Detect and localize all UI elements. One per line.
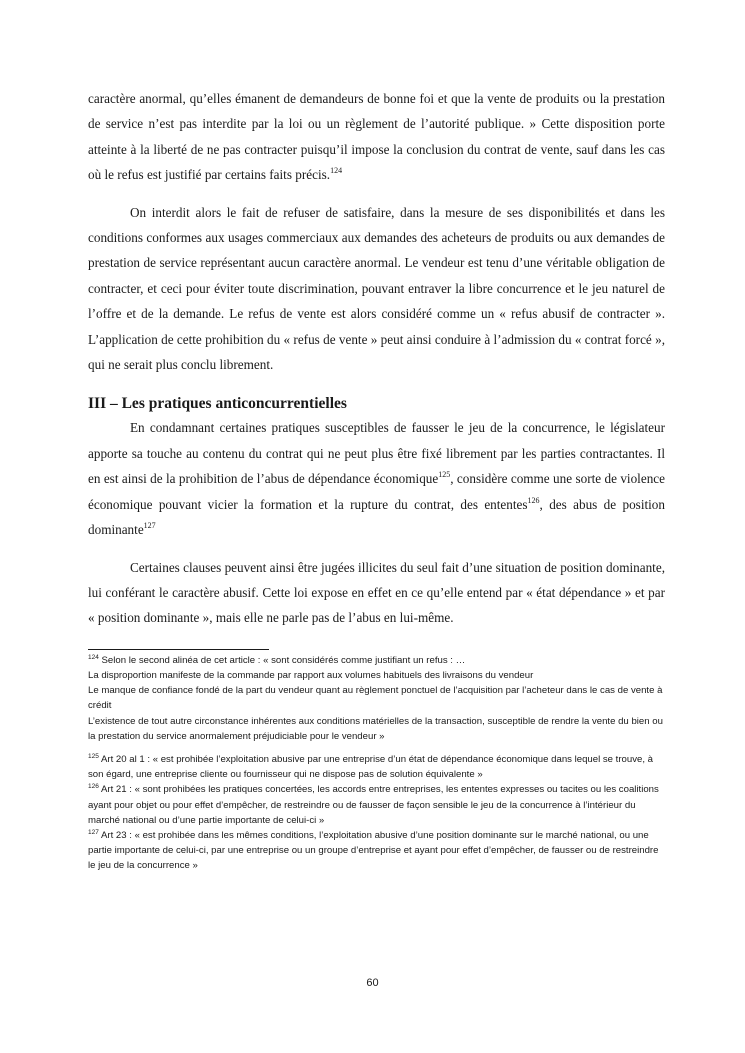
page-content — [88, 86, 665, 874]
page-number: 60 — [366, 977, 379, 989]
footnote-ref-124[interactable]: 124 — [330, 166, 343, 176]
section-heading: III – Les pratiques anticoncurrentielles — [88, 395, 347, 413]
footnote-124: $^{124}$ Selon le second alinéa de cet article : « sont considérés comme justifiant un refus : … — [88, 653, 466, 666]
footnote-125: $^{125}$ Art 20 al 1 : « est prohibée l’exploitation abusive par une entreprise d’un état de dépendance économique dans lequel se trouve, à son égard, une entreprise cliente ou fournisseur qui ne dispose pas de solution équivalente » — [88, 752, 654, 781]
footnote-124-line-3: L’existence de tout autre circonstance inhérentes aux conditions matérielles de la transaction, susceptible de rendre la vente du bien ou la prestation du service anormalement préjudiciable pour le vendeur » — [88, 715, 663, 742]
footnote-ref-126[interactable]: 126 — [527, 495, 540, 505]
paragraph-4: Certaines clauses peuvent ainsi être jugées illicites du seul fait d’une situation de position dominante, lui conférant le caractère abusif. Cette loi expose en effet en ce qu’elle entend par « état dépendance » et par « position dominante », mais elle ne parle pas de l’abus en lui-même. — [88, 559, 665, 626]
footnote-126: $^{126}$ Art 21 : « sont prohibées les pratiques concertées, les accords entre entreprises, les ententes expresses ou tacites ou les coalitions ayant pour objet ou pour effet d’empêcher, de restreindre ou de fausser de façon sensible le jeu de la concurrence à l’intérieur du marché national ou d’une partie importante de celui-ci » — [88, 783, 659, 826]
paragraph-2: On interdit alors le fait de refuser de satisfaire, dans la mesure de ses disponibilités et dans les conditions conformes aux usages commerciaux aux demandes des acheteurs de produits ou aux demandes de prestation de service représentant aucun caractère anormal. Le vendeur est tenu d’une véritable obligation de contracter, et ceci pour éviter toute discrimination, pouvant entraver la libre concurrence et le jeu naturel de l’offre et de la demande. Le refus de vente est alors considéré comme un « refus abusif de contracter ». L’application de cette prohibition du « refus de vente » peut ainsi conduire à l’admission du « contrat forcé », qui ne serait plus conclu librement. — [88, 204, 665, 373]
footnote-ref-125[interactable]: 125 — [438, 470, 451, 480]
footnote-ref-127[interactable]: 127 — [143, 521, 156, 531]
paragraph-3: En condamnant certaines pratiques susceptibles de fausser le jeu de la concurrence, le législateur apporte sa touche au contenu du contrat qui ne peut plus être fixé librement par les parties contractantes. Il en est ainsi de la prohibition de l’abus de dépendance économique$^{125}$, considère comme une sorte de violence économique pouvant vicier la formation et la rupture du contrat, des ententes$^{126}$, des abus de position dominante$^{127}$ — [88, 420, 665, 538]
footnote-124-line-2: Le manque de confiance fondé de la part du vendeur quant au règlement ponctuel de l’acquisition par l’acheteur dans le cas de vente à crédit — [88, 685, 663, 712]
footnote-127: $^{127}$ Art 23 : « est prohibée dans les mêmes conditions, l’exploitation abusive d’une position dominante sur le marché national, ou une partie importante de celui-ci, par une entreprise ou un groupe d’entreprise et ayant pour effet d’empêcher, de fausser ou de restreindre le jeu de la concurrence » — [88, 828, 659, 872]
footnotes — [88, 653, 665, 874]
footnote-124-line-1: La disproportion manifeste de la commande par rapport aux volumes habituels des livraisons du vendeur — [88, 669, 534, 681]
footnote-separator — [88, 649, 269, 650]
paragraph-1: caractère anormal, qu’elles émanent de demandeurs de bonne foi et que la vente de produits ou la prestation de service n’est pas interdite par la loi ou un règlement de l’autorité publique. » Cette disposition porte atteinte à la liberté de ne pas contracter puisqu’il impose la conclusion du contrat de vente, sauf dans les cas où le refus est justifié par certains faits précis.$^{124}$ — [88, 91, 665, 183]
